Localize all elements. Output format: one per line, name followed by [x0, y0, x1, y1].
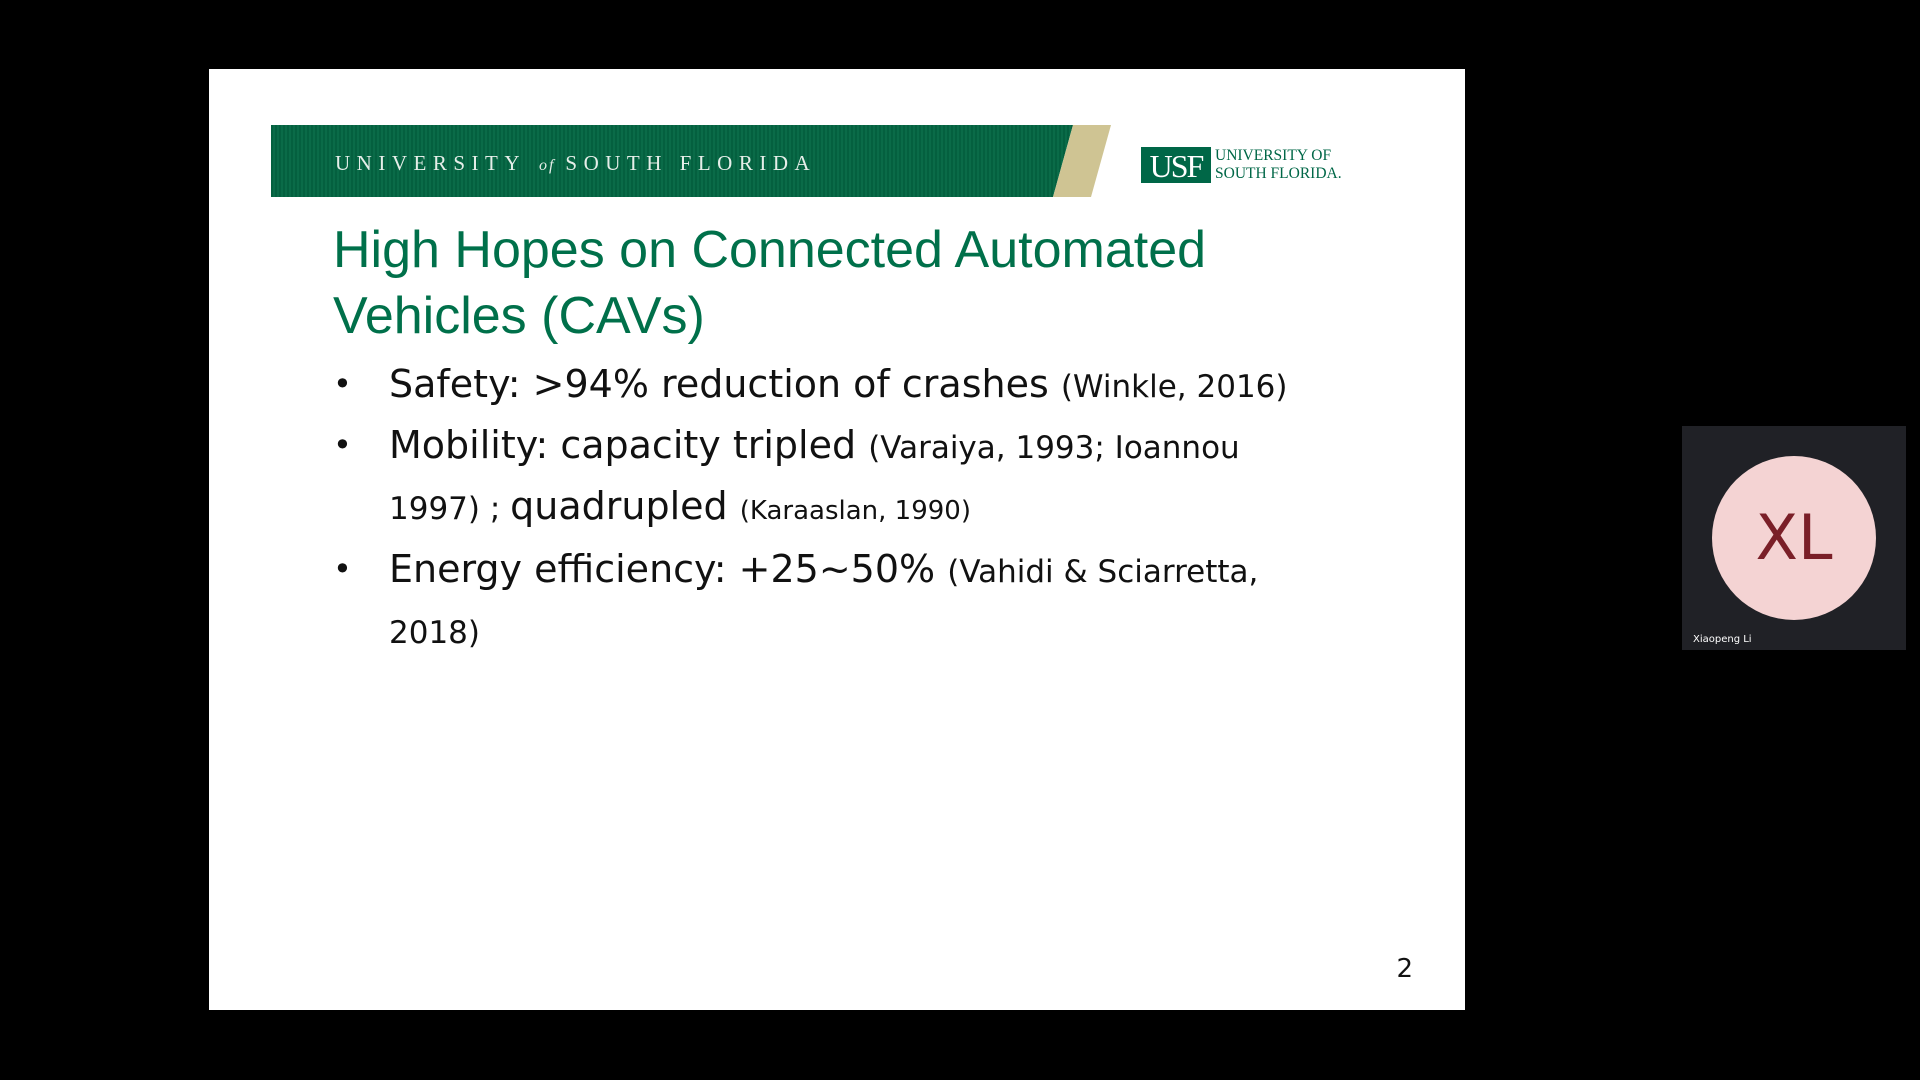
- banner-word-south-florida: SOUTH FLORIDA: [565, 151, 817, 175]
- slide-page-number: 2: [1396, 954, 1413, 984]
- participant-video-tile[interactable]: [1682, 426, 1906, 650]
- participant-name: Xiaopeng Li: [1693, 634, 1752, 645]
- bullet-list: [333, 355, 1333, 662]
- bullet-mobility-text-2: quadrupled: [510, 484, 740, 528]
- bullet-safety-text: Safety: >94% reduction of crashes: [389, 362, 1061, 406]
- bullet-mobility-citation-2: (Karaaslan, 1990): [739, 496, 971, 526]
- bullet-mobility-text: Mobility: capacity tripled: [389, 423, 869, 467]
- bullet-energy: [333, 540, 1333, 662]
- slide-title-line-1: High Hopes on Connected Automated: [333, 221, 1207, 279]
- bullet-safety: [333, 355, 1333, 416]
- university-banner: [271, 125, 1111, 197]
- bullet-energy-citation: (Vahidi & Sciarretta, 2018): [389, 554, 1259, 651]
- shared-slide: [209, 69, 1465, 1010]
- logo-line-1: UNIVERSITY OF: [1215, 147, 1332, 164]
- bullet-mobility-citation: (Varaiya, 1993; Ioannou 1997) ;: [389, 430, 1240, 527]
- slide-title-line-2: Vehicles (CAVs): [333, 287, 705, 345]
- banner-word-of: of: [538, 157, 556, 174]
- usf-logo-wordmark: [1215, 147, 1342, 183]
- banner-text: [335, 125, 816, 197]
- bullet-safety-citation: (Winkle, 2016): [1060, 369, 1288, 405]
- bullet-dot: •: [333, 365, 352, 403]
- usf-logo: [1141, 145, 1342, 185]
- slide-title: [333, 217, 1393, 349]
- logo-line-2: SOUTH FLORIDA.: [1215, 165, 1342, 182]
- bullet-energy-text: Energy efficiency: +25~50%: [389, 547, 948, 591]
- bullet-dot: •: [333, 426, 352, 464]
- bullet-dot: •: [333, 550, 352, 588]
- bullet-mobility: [333, 416, 1333, 540]
- usf-logo-mark: USF: [1141, 147, 1211, 183]
- banner-word-university: UNIVERSITY: [335, 151, 526, 175]
- participant-avatar: XL: [1712, 456, 1876, 620]
